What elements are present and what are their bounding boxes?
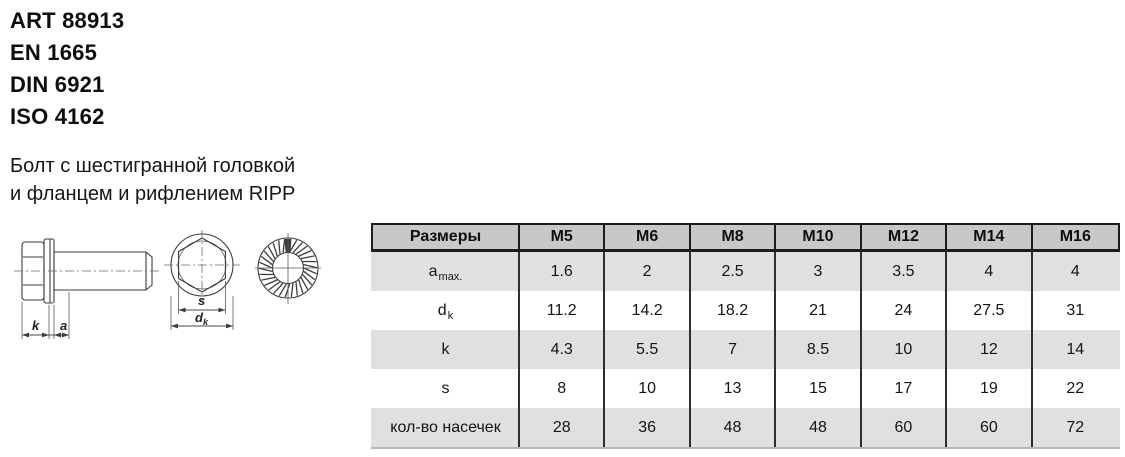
table-cell: 24 (862, 291, 947, 330)
table-cell: 4 (1070, 262, 1080, 280)
table-cell: 19 (947, 369, 1032, 408)
row-label: s (373, 369, 520, 408)
table-cell: 3.5 (862, 252, 947, 291)
table-cell: 12 (947, 330, 1032, 369)
table-cell: 14 (1066, 340, 1085, 358)
serration-tooth-line (304, 265, 318, 268)
serration-tooth-line (283, 239, 285, 253)
header-m8: M8 (691, 225, 776, 249)
table-cell: 4.3 (520, 330, 605, 369)
header-m12: M12 (862, 225, 947, 249)
table-cell: 14.2 (605, 291, 690, 330)
table-cell: 2 (605, 252, 690, 291)
serration-tooth-line (259, 268, 273, 271)
table-cell: 31 (1066, 301, 1085, 319)
bolt-side-view (14, 239, 160, 339)
serration-tooth-line (273, 243, 277, 256)
table-cell: 21 (776, 291, 861, 330)
serration-tooth-line (301, 256, 315, 259)
dimensions-table (371, 223, 1120, 449)
table-cell: 22 (1066, 379, 1085, 397)
header-m10: M10 (776, 225, 861, 249)
table-cell: 60 (947, 408, 1032, 447)
table-header-row (371, 223, 1120, 252)
standard-din: DIN 6921 (10, 72, 105, 97)
dim-label-k: k (32, 318, 40, 333)
table-cell: 72 (1066, 418, 1085, 436)
table-cell: 1.6 (520, 252, 605, 291)
table-cell: 8.5 (776, 330, 861, 369)
dim-label-dk: $d_k$ (195, 310, 208, 327)
table-row (371, 252, 1120, 291)
flange-serration-view (255, 233, 321, 304)
table-cell: 2.5 (691, 252, 776, 291)
serration-tooth-line (261, 277, 275, 280)
header-m6: M6 (605, 225, 690, 249)
hex-head-front-view (164, 230, 240, 330)
table-cell: 17 (862, 369, 947, 408)
table-row (371, 369, 1120, 408)
table-row (371, 291, 1120, 330)
table-cell: 5.5 (605, 330, 690, 369)
serration-tooth-line (299, 280, 303, 293)
table-cell: 8 (520, 369, 605, 408)
serration-tooth-line (296, 282, 297, 296)
header-m5: M5 (520, 225, 605, 249)
serration-tooth-line (291, 283, 293, 297)
header-m14: M14 (947, 225, 1032, 249)
table-cell: 15 (776, 369, 861, 408)
table-cell: 28 (520, 408, 605, 447)
table-cell: 27.5 (947, 291, 1032, 330)
technical-drawing (8, 224, 360, 354)
serration-tooth-line (279, 240, 280, 254)
dim-label-s: s (198, 293, 206, 308)
row-label: a max. (373, 252, 520, 291)
table-cell: 3 (776, 252, 861, 291)
table-cell: 18.2 (691, 291, 776, 330)
standards-list (10, 5, 124, 133)
table-cell: 11.2 (520, 291, 605, 330)
table-row (371, 330, 1120, 369)
row-label: d k (373, 291, 520, 330)
table-cell: 48 (776, 408, 861, 447)
table-cell: 10 (862, 330, 947, 369)
table-cell: 48 (691, 408, 776, 447)
header-sizes: Размеры (373, 225, 520, 249)
standard-iso: ISO 4162 (10, 104, 105, 129)
table-cell: 4 (947, 252, 1032, 291)
table-body (371, 252, 1120, 449)
table-cell: 60 (862, 408, 947, 447)
description-line-1: Болт с шестигранной головкой (10, 155, 296, 177)
header-m16: M16 (1059, 228, 1091, 245)
table-cell: 13 (691, 369, 776, 408)
standard-art: ART 88913 (10, 8, 125, 33)
row-label: кол-во насечек (373, 408, 520, 447)
standard-en: EN 1665 (10, 40, 98, 65)
table-row (371, 408, 1120, 447)
row-label: k (373, 330, 520, 369)
table-cell: 36 (605, 408, 690, 447)
table-cell: 7 (691, 330, 776, 369)
product-description (10, 152, 295, 208)
description-line-2: и фланцем и рифлением RIPP (10, 183, 296, 205)
table-cell: 10 (605, 369, 690, 408)
dim-label-a: a (60, 318, 68, 333)
